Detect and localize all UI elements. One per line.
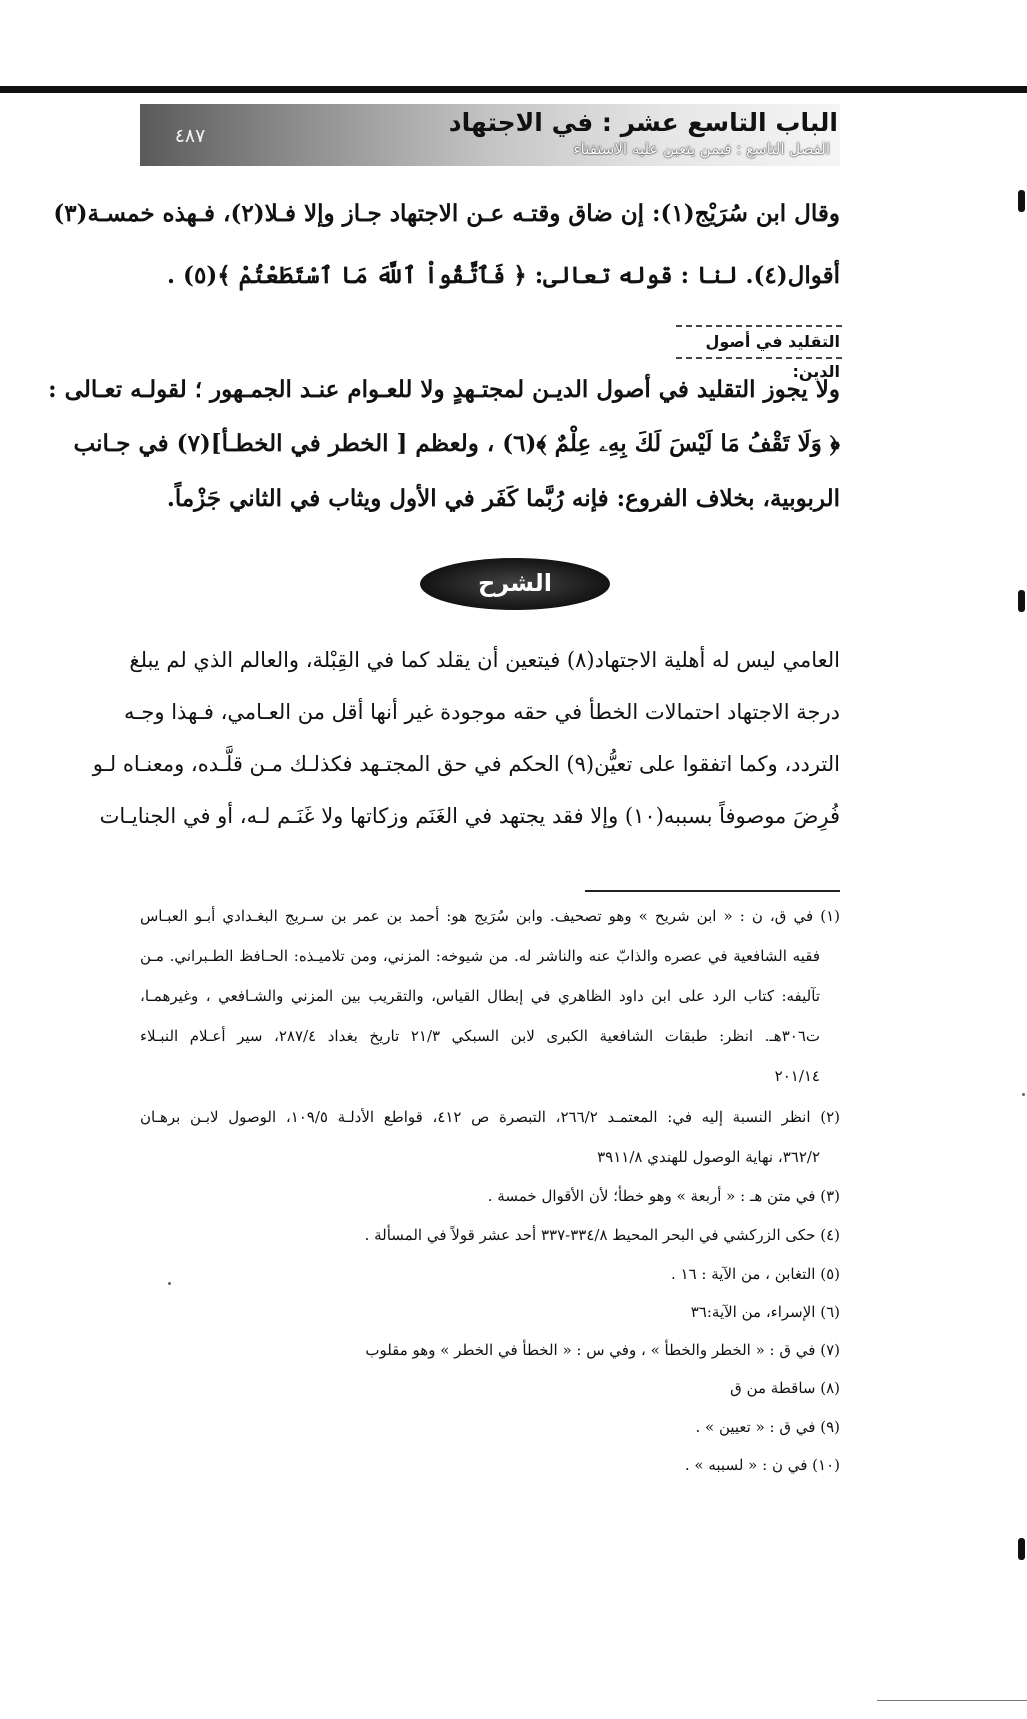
matn-line: ولا يجوز التقليد في أصول الديـن لمجتـهدٍ ولا للعـوام عنـد الجمـهور ؛ لقولـه تعـالى : bbox=[48, 376, 840, 403]
matn-line: أقوال(٤). لنا : قوله تعالى: ﴿ فَٱتَّقُواْ ٱللَّهَ مَا ٱسْتَطَعْتُمْ ﴾(٥) . bbox=[167, 262, 840, 289]
margin-mark bbox=[1018, 590, 1025, 612]
sharh-line: التردد، وكما اتفقوا على تعيُّن(٩) الحكم في حق المجتـهد فكذلـك مـن قلَّـده، ومعنـاه لـو bbox=[92, 752, 840, 776]
top-rule bbox=[0, 86, 1027, 93]
chapter-title: الباب التاسع عشر : في الاجتهاد bbox=[448, 108, 838, 137]
footnote-line: ٣٦٢/٢، نهاية الوصول للهندي ٣٩١١/٨ bbox=[597, 1148, 820, 1166]
bottom-rule bbox=[877, 1700, 1027, 1701]
matn-line: وقال ابن سُرَيْج(١): إن ضاق وقتـه عـن الاجتهاد جـاز وإلا فـلا(٢)، فـهذه خمسـة(٣) bbox=[53, 200, 840, 227]
footnote-line: (١٠) في ن : « لسببه » . bbox=[684, 1456, 840, 1474]
subheading: التقليد في أصول الدين: bbox=[676, 325, 842, 359]
footnote-line: فقيه الشافعية في عصره والذابّ عنه والناشر له. من شيوخه: المزني، ومن تلاميـذه: الحـافظ الطـبراني. مـن bbox=[140, 947, 820, 965]
footnote-line: (٢) انظر النسبة إليه في: المعتمـد ٢٦٦/٢، التبصرة ص ٤١٢، قواطع الأدلـة ١٠٩/٥، الوصول لابـن برهـان bbox=[140, 1108, 840, 1126]
margin-mark bbox=[1018, 190, 1025, 212]
footnote-line: (٨) ساقطة من ق bbox=[730, 1379, 840, 1397]
footnote-rule bbox=[585, 890, 840, 892]
sharh-badge: الشرح bbox=[420, 558, 610, 610]
section-title: الفصل التاسع : فيمن يتعين عليه الاستفتاء bbox=[573, 140, 830, 158]
footnote-line: (٩) في ق : « تعيين » . bbox=[695, 1418, 840, 1436]
footnote-line: (٥) التغابن ، من الآية : ١٦ . bbox=[670, 1265, 840, 1283]
margin-dot bbox=[1022, 1093, 1025, 1096]
footnote-line: (٦) الإسراء، من الآية:٣٦ bbox=[690, 1303, 840, 1321]
footnote-line: ت٣٠٦هـ. انظر: طبقات الشافعية الكبرى لابن السبكي ٢١/٣ تاريخ بغداد ٢٨٧/٤، سير أعـلام النبـلاء bbox=[140, 1027, 820, 1045]
margin-mark bbox=[1018, 1538, 1025, 1560]
footnote-line: تآليفه: كتاب الرد على ابن داود الظاهري في إبطال القياس، والتقريب بين المزني والشـافعي ، وغيرهمـا، bbox=[140, 987, 820, 1005]
sharh-line: العامي ليس له أهلية الاجتهاد(٨) فيتعين أن يقلد كما في القِبْلة، والعالم الذي لم يبلغ bbox=[129, 648, 840, 672]
footnote-line: (٧) في ق : « الخطر والخطأ » ، وفي س : « الخطأ في الخطر » وهو مقلوب bbox=[365, 1341, 840, 1359]
matn-line: الربوبية، بخلاف الفروع: فإنه رُبَّما كَفَر في الأول ويثاب في الثاني جَزْماً. bbox=[166, 485, 840, 512]
footnote-line: ٢٠١/١٤ bbox=[774, 1067, 820, 1085]
footnote-line: (٤) حكى الزركشي في البحر المحيط ٣٣٤/٨-٣٣٧ أحد عشر قولاً في المسألة . bbox=[364, 1226, 840, 1244]
page-number: ٤٨٧ bbox=[174, 125, 206, 147]
footnote-line: (١) في ق، ن : « ابن شريح » وهو تصحيف. وابن سُرَيج هو: أحمد بن عمر بن سـريج البغـدادي أبـو العبـاس bbox=[140, 907, 840, 925]
sharh-line: فُرِضَ موصوفاً بسببه(١٠) وإلا فقد يجتهد في الغَنَم وزكاتها ولا غَنَـم لـه، أو في الجنايـات bbox=[99, 804, 840, 828]
footnote-line: (٣) في متن هـ : « أربعة » وهو خطأ؛ لأن الأقوال خمسة . bbox=[487, 1187, 840, 1205]
sharh-line: درجة الاجتهاد احتمالات الخطأ في حقه موجودة غير أنها أقل من العـامي، فـهذا وجـه bbox=[124, 700, 840, 724]
matn-line: ﴿ وَلَا تَقْفُ مَا لَيْسَ لَكَ بِهِۦ عِلْمٌ ﴾(٦) ، ولعظم [ الخطر في الخطـأ](٧) في جـانب bbox=[73, 430, 840, 457]
